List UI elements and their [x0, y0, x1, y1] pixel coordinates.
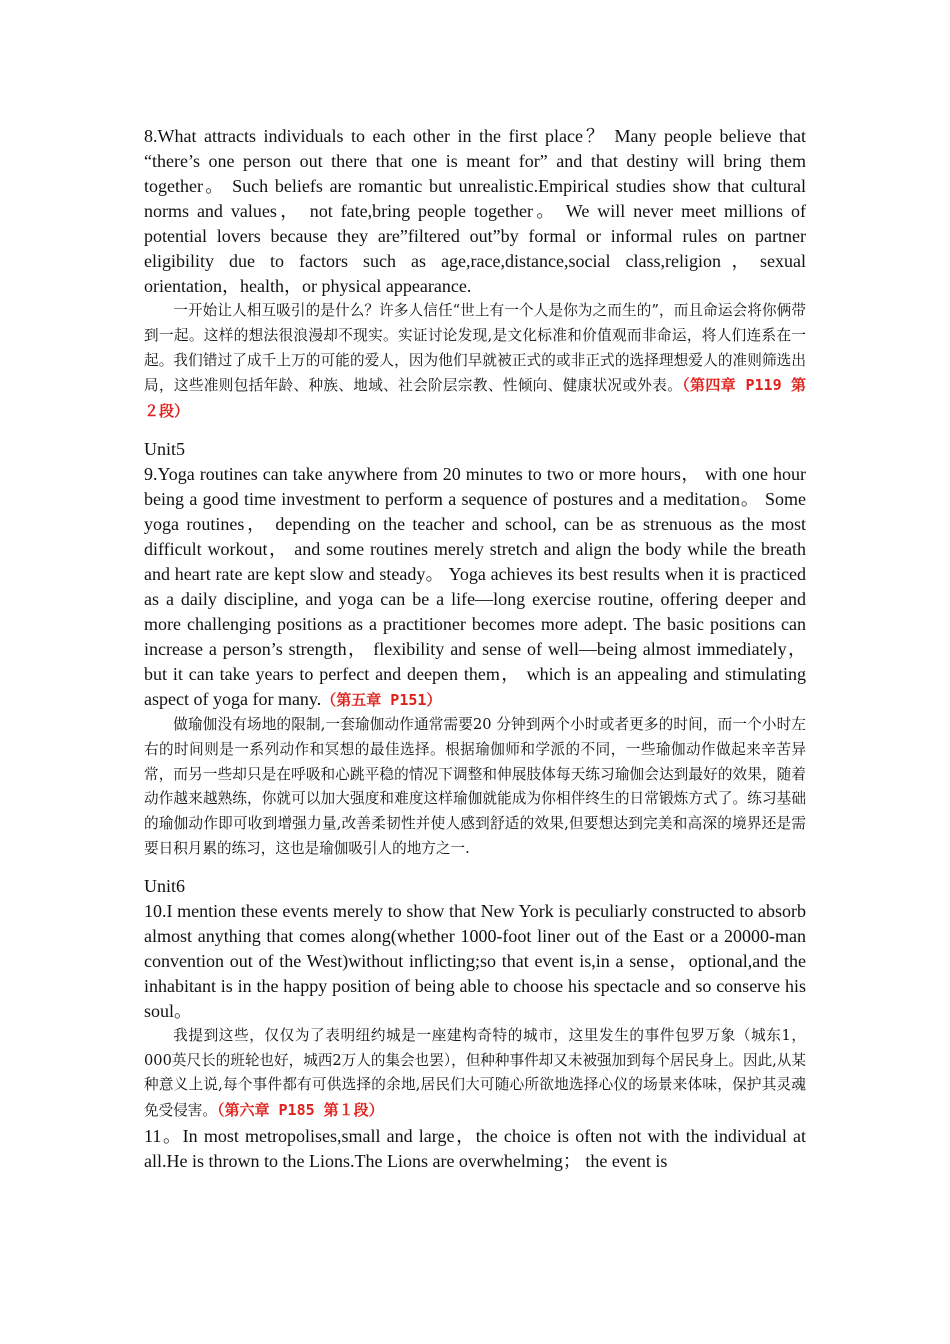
q10-chapter-reference: （第六章 P185 第１段） — [216, 1101, 384, 1120]
q11-english-paragraph: 11。In most metropolises,small and large，the choice is often not with the individual at all.He is thrown to the Lions.The Lions are overwhelming； the event is — [144, 1125, 806, 1171]
q8-chinese-text: 一开始让人相互吸引的是什么？许多人信任“世上有一个人是你为之而生的”，而且命运会将你俩带到一起。这样的想法很浪漫却不现实。实证讨论发现,是文化标准和价值观而非命运，将人们连系在一起。我们错过了成千上万的可能的爱人，因为他们早就被正式的或非正式的选择理想爱人的准则筛选出局，这些准则包括年龄、种族、地域、社会阶层宗教、性倾向、健康状况或外表。 — [144, 302, 806, 395]
q8-english-paragraph: 8.What attracts individuals to each other in the first place？ Many people believe that “there’s one person out there that one is meant for” and that destiny will bring them together。 Such beliefs are romantic but unrealistic.Empirical studies show that cultural norms and values， not fate,bring people together。 We will never meet millions of potential lovers because they are”filtered out”by formal or informal rules on partner eligibility due to factors such as age,race,distance,social class,religion，sexual orientation，health，or physical appearance. — [144, 126, 806, 296]
q10-chinese-translation — [144, 1024, 806, 1124]
section-spacer — [144, 425, 806, 437]
q10-english-paragraph: 10.I mention these events merely to show that New York is peculiarly constructed to absorb almost anything that comes along(whether 1000-foot liner out of the East or a 20000-man convention out of the West)without inflicting;so that event is,in a sense，optional,and the inhabitant is in the happy position of being able to choose his spectacle and so conserve his soul。 — [144, 900, 806, 1021]
unit6-heading: Unit6 — [144, 875, 186, 896]
q9-chinese-translation: 做瑜伽没有场地的限制,一套瑜伽动作通常需要20 分钟到两个小时或者更多的时间，而一个小时左右的时间则是一系列动作和冥想的最佳选择。根据瑜伽师和学派的不同，一些瑜伽动作做起来辛苦异常，而另一些却只是在呼吸和心跳平稳的情况下调整和伸展肢体每天练习瑜伽会达到最好的效果，随着动作越来越熟练，你就可以加大强度和难度这样瑜伽就能成为你相伴终生的日常锻炼方式了。练习基础的瑜伽动作即可收到增强力量,改善柔韧性并使人感到舒适的效果,但要想达到完美和高深的境界还是需要日积月累的练习，这也是瑜伽吸引人的地方之一. — [144, 715, 806, 857]
q8-chinese-translation — [144, 299, 806, 425]
q9-english-text: 9.Yoga routines can take anywhere from 20 minutes to two or more hours， with one hour being a good time investment to perform a sequence of postures and a meditation。 Some yoga routines， depending on the teacher and school, can be as strenuous as the most difficult workout， and some routines merely stretch and align the body while the breath and heart rate are kept slow and steady。 Yoga achieves its best results when it is practiced as a daily discipline, and yoga can be a life—long exercise routine, offering deeper and more challenging positions as a practitioner becomes more adept. The basic positions can increase a person’s strength， flexibility and sense of well—being almost immediately， but it can take years to perfect and deepen them， which is an appealing and stimulating aspect of yoga for many. — [144, 463, 806, 709]
q9-chapter-reference: （第五章 P151） — [321, 690, 442, 709]
unit5-heading: Unit5 — [144, 438, 186, 459]
q8-chapter-reference: （第四章 P119 第２段） — [144, 376, 806, 421]
q10-chinese-text: 我提到这些，仅仅为了表明纽约城是一座建构奇特的城市，这里发生的事件包罗万象（城东1，000英尺长的班轮也好，城西2万人的集会也罢），但种种事件却又未被强加到每个居民身上。因此,从某种意义上说,每个事件都有可供选择的余地,居民们大可随心所欲地选择心仪的场景来体味，保护其灵魂免受侵害。 — [144, 1026, 807, 1120]
section-spacer — [144, 862, 806, 874]
q9-english-paragraph — [144, 462, 806, 713]
document-page — [144, 124, 806, 1174]
